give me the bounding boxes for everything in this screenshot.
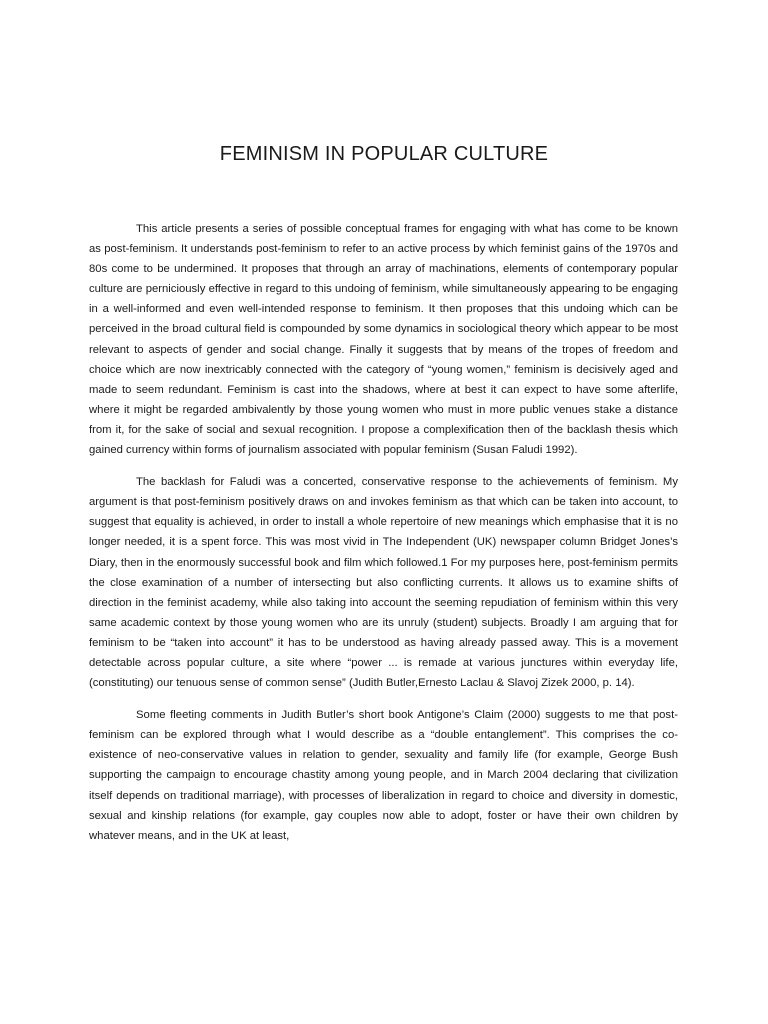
paragraph-1: This article presents a series of possible conceptual frames for engaging with what has come to be known as post-feminism. It understands post-feminism to refer to an active process by which feminist gains of the 1970s and 80s come to be undermined. It proposes that through an array of machinations, elements of contemporary popular culture are perniciously effective in regard to this undoing of feminism, while simultaneously appearing to be engaging in a well-informed and even well-intended response to feminism. It then proposes that this undoing which can be perceived in the broad cultural field is compounded by some dynamics in sociological theory which appear to be most relevant to aspects of gender and social change. Finally it suggests that by means of the tropes of freedom and choice which are now inextricably connected with the category of “young women,” feminism is decisively aged and made to seem redundant. Feminism is cast into the shadows, where at best it can expect to have some afterlife, where it might be regarded ambivalently by those young women who must in more public venues stake a distance from it, for the sake of social and sexual recognition. I propose a complexification then of the backlash thesis which gained currency within forms of journalism associated with popular feminism (Susan Faludi 1992). [89, 223, 678, 457]
document-body [89, 219, 678, 858]
document-title: FEMINISM IN POPULAR CULTURE [219, 143, 549, 165]
paragraph-2: The backlash for Faludi was a concerted, conservative response to the achievements of feminism. My argument is that post-feminism positively draws on and invokes feminism as that which can be taken into account, to suggest that equality is achieved, in order to install a whole repertoire of new meanings which emphasise that it is no longer needed, it is a spent force. This was most vivid in The Independent (UK) newspaper column Bridget Jones’s Diary, then in the enormously successful book and film which followed.1 For my purposes here, post-feminism permits the close examination of a number of intersecting but also conflicting currents. It allows us to examine shifts of direction in the feminist academy, while also taking into account the seeming repudiation of feminism within this very same academic context by those young women who are its unruly (student) subjects. Broadly I am arguing that for feminism to be “taken into account” it has to be understood as having already passed away. This is a movement detectable across popular culture, a site where “power ... is remade at various junctures within everyday life, (constituting) our tenuous sense of common sense” (Judith Butler,Ernesto Laclau & Slavoj Zizek 2000, p. 14). [89, 476, 678, 690]
paragraph-3: Some fleeting comments in Judith Butler’s short book Antigone’s Claim (2000) suggests to me that post-feminism can be explored through what I would describe as a “double entanglement”. This comprises the co-existence of neo-conservative values in relation to gender, sexuality and family life (for example, George Bush supporting the campaign to encourage chastity among young people, and in March 2004 declaring that civilization itself depends on traditional marriage), with processes of liberalization in regard to choice and diversity in domestic, sexual and kinship relations (for example, gay couples now able to adopt, foster or have their own children by whatever means, and in the UK at least, [89, 709, 678, 842]
